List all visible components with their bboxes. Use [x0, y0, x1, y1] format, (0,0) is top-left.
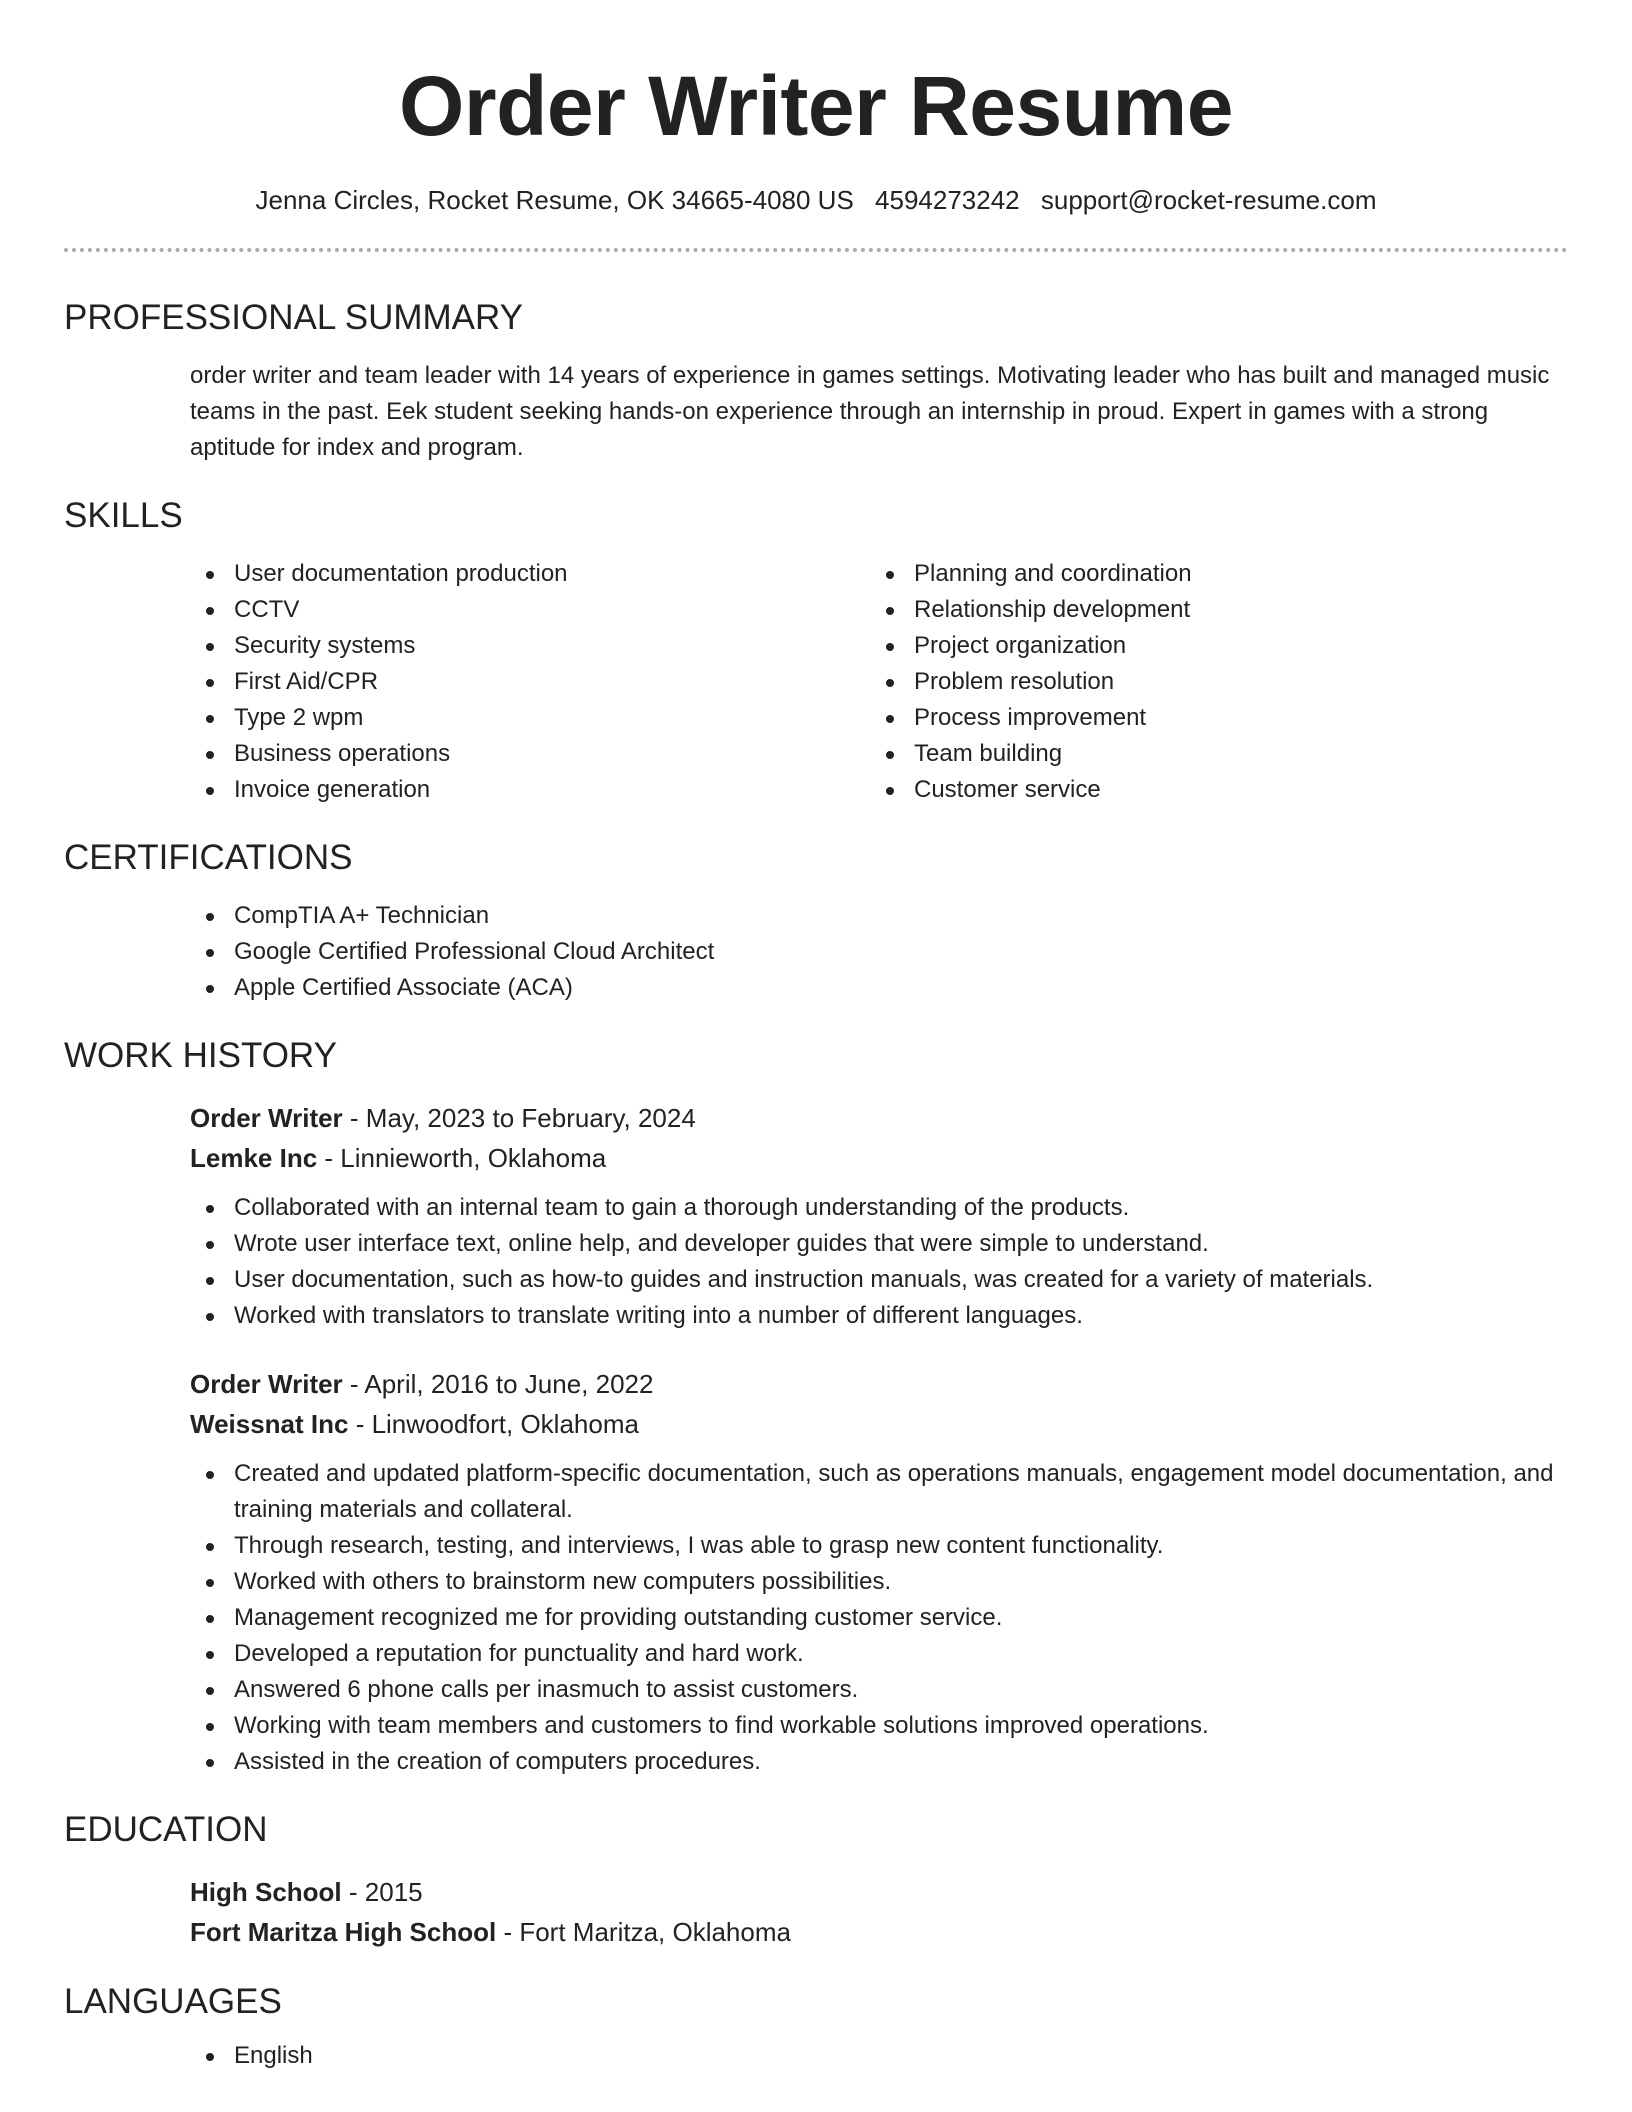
job-bullet: User documentation, such as how-to guides and instruction manuals, was created for a variety of materials. — [190, 1262, 1568, 1298]
job-role: Order Writer — [190, 1103, 343, 1133]
skill-item: Process improvement — [870, 700, 1550, 736]
job-company-line — [190, 1404, 1568, 1444]
certifications-list — [64, 898, 1568, 1006]
education-entry — [64, 1872, 1568, 1952]
job-bullet: Wrote user interface text, online help, and developer guides that were simple to understand. — [190, 1226, 1568, 1262]
contact-line — [64, 182, 1568, 218]
skill-item: Type 2 wpm — [190, 700, 870, 736]
skill-item: Relationship development — [870, 592, 1550, 628]
job-bullet: Worked with translators to translate writing into a number of different languages. — [190, 1298, 1568, 1334]
skill-item: CCTV — [190, 592, 870, 628]
skills-right-list — [870, 556, 1550, 808]
education-school-line — [190, 1912, 1568, 1952]
certification-item: Apple Certified Associate (ACA) — [190, 970, 1568, 1006]
skills-grid — [64, 556, 1568, 808]
job-bullets — [190, 1456, 1568, 1780]
job-role: Order Writer — [190, 1369, 343, 1399]
education-heading: EDUCATION — [64, 1810, 268, 1849]
skill-item: First Aid/CPR — [190, 664, 870, 700]
job-bullets — [190, 1190, 1568, 1334]
skill-item: Project organization — [870, 628, 1550, 664]
contact-email: support@rocket-resume.com — [1040, 185, 1377, 215]
skill-item: Invoice generation — [190, 772, 870, 808]
job-bullet: Created and updated platform-specific documentation, such as operations manuals, engagement model documentation, and training materials and collateral. — [190, 1456, 1568, 1528]
job-title-line — [190, 1364, 1568, 1404]
skill-item: Planning and coordination — [870, 556, 1550, 592]
job-company: Lemke Inc — [190, 1143, 318, 1173]
skills-left-list — [190, 556, 870, 808]
education-degree: High School — [190, 1877, 342, 1907]
certifications-heading: CERTIFICATIONS — [64, 838, 353, 877]
languages-list — [64, 2038, 1568, 2074]
resume-page — [64, 0, 1568, 2074]
skill-item: Customer service — [870, 772, 1550, 808]
education-location: - Fort Maritza, Oklahoma — [496, 1917, 791, 1947]
job-bullet: Developed a reputation for punctuality and hard work. — [190, 1636, 1568, 1672]
certification-item: CompTIA A+ Technician — [190, 898, 1568, 934]
job-bullet: Worked with others to brainstorm new computers possibilities. — [190, 1564, 1568, 1600]
job-bullet: Answered 6 phone calls per inasmuch to assist customers. — [190, 1672, 1568, 1708]
job-entry — [64, 1364, 1568, 1780]
contact-phone: 4594273242 — [875, 185, 1020, 215]
summary-text: order writer and team leader with 14 years of experience in games settings. Motivating leader who has built and managed music teams in the past. Eek student seeking hands-on experience through an internship in proud. Expert in games with a strong aptitude for index and program. — [190, 362, 1550, 461]
resume-title: Order Writer Resume — [399, 59, 1233, 153]
skill-item: Security systems — [190, 628, 870, 664]
summary-heading: PROFESSIONAL SUMMARY — [64, 298, 523, 337]
job-bullet: Management recognized me for providing outstanding customer service. — [190, 1600, 1568, 1636]
job-dates: - May, 2023 to February, 2024 — [342, 1103, 696, 1133]
skills-heading: SKILLS — [64, 496, 183, 535]
job-location: - Linnieworth, Oklahoma — [317, 1143, 607, 1173]
header-divider — [64, 248, 1568, 252]
skill-item: User documentation production — [190, 556, 870, 592]
certification-item: Google Certified Professional Cloud Architect — [190, 934, 1568, 970]
skill-item: Business operations — [190, 736, 870, 772]
job-title-line — [190, 1098, 1568, 1138]
job-bullet: Working with team members and customers to find workable solutions improved operations. — [190, 1708, 1568, 1744]
work-history-heading: WORK HISTORY — [64, 1036, 337, 1075]
job-company: Weissnat Inc — [190, 1409, 349, 1439]
job-bullet: Collaborated with an internal team to gain a thorough understanding of the products. — [190, 1190, 1568, 1226]
job-location: - Linwoodfort, Oklahoma — [348, 1409, 639, 1439]
job-bullet: Assisted in the creation of computers procedures. — [190, 1744, 1568, 1780]
job-company-line — [190, 1138, 1568, 1178]
job-dates: - April, 2016 to June, 2022 — [342, 1369, 654, 1399]
education-school: Fort Maritza High School — [190, 1917, 497, 1947]
skill-item: Team building — [870, 736, 1550, 772]
education-year: - 2015 — [341, 1877, 423, 1907]
contact-address: Jenna Circles, Rocket Resume, OK 34665-4080 US — [255, 185, 854, 215]
education-degree-line — [190, 1872, 1568, 1912]
skill-item: Problem resolution — [870, 664, 1550, 700]
languages-heading: LANGUAGES — [64, 1982, 282, 2021]
job-entry — [64, 1098, 1568, 1334]
job-bullet: Through research, testing, and interviews, I was able to grasp new content functionality. — [190, 1528, 1568, 1564]
language-item: English — [190, 2038, 1568, 2074]
